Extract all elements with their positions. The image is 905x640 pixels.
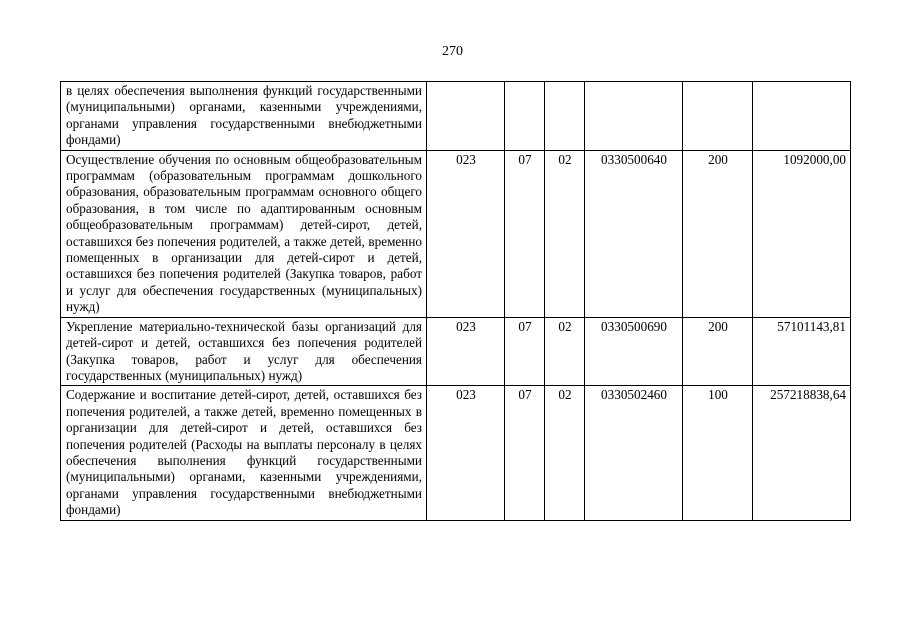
amount-cell <box>753 82 851 151</box>
expense-type-cell: 200 <box>683 317 753 386</box>
section-code-cell <box>505 82 545 151</box>
page-number: 270 <box>442 44 463 59</box>
row-description: Укрепление материально-технической базы организаций для детей-сирот и детей, оставшихся без попечения родителей (Закупка товаров, работ и услуг для обеспечения государственных (муниципальных) нужд) <box>61 317 427 386</box>
ministry-code-cell <box>427 82 505 151</box>
section-code-cell: 07 <box>505 386 545 520</box>
target-article-cell: 0330500640 <box>585 150 683 317</box>
table-row <box>61 317 851 386</box>
amount-cell: 1092000,00 <box>753 150 851 317</box>
section-code-cell: 07 <box>505 317 545 386</box>
expense-type-cell <box>683 82 753 151</box>
amount-cell: 57101143,81 <box>753 317 851 386</box>
expense-type-cell: 200 <box>683 150 753 317</box>
table-row <box>61 386 851 520</box>
subsection-code-cell: 02 <box>545 386 585 520</box>
target-article-cell: 0330502460 <box>585 386 683 520</box>
section-code-cell: 07 <box>505 150 545 317</box>
subsection-code-cell: 02 <box>545 150 585 317</box>
table-row <box>61 82 851 151</box>
amount-cell: 257218838,64 <box>753 386 851 520</box>
row-description: в целях обеспечения выполнения функций государственными (муниципальными) органами, казенными учреждениями, органами управления государственными внебюджетными фондами) <box>61 82 427 151</box>
target-article-cell <box>585 82 683 151</box>
ministry-code-cell: 023 <box>427 386 505 520</box>
row-description: Содержание и воспитание детей-сирот, детей, оставшихся без попечения родителей, а также детей, временно помещенных в организации для детей-сирот и детей, оставшихся без попечения родителей (Расходы на выплаты персоналу в целях обеспечения выполнения функций государственными (муниципальными) органами, казенными учреждениями, органами управления государственными внебюджетными фондами) <box>61 386 427 520</box>
subsection-code-cell <box>545 82 585 151</box>
target-article-cell: 0330500690 <box>585 317 683 386</box>
ministry-code-cell: 023 <box>427 317 505 386</box>
table-row <box>61 150 851 317</box>
ministry-code-cell: 023 <box>427 150 505 317</box>
subsection-code-cell: 02 <box>545 317 585 386</box>
budget-table <box>60 81 851 521</box>
expense-type-cell: 100 <box>683 386 753 520</box>
row-description: Осуществление обучения по основным общеобразовательным программам (образовательным программам дошкольного образования, образовательным программам основного общего образования, в том числе по адаптированным основным общеобразовательным программам) детей-сирот, детей, оставшихся без попечения родителей, а также детей, временно помещенных в организации для детей-сирот и детей, оставшихся без попечения родителей (Закупка товаров, работ и услуг для обеспечения государственных (муниципальных) нужд) <box>61 150 427 317</box>
